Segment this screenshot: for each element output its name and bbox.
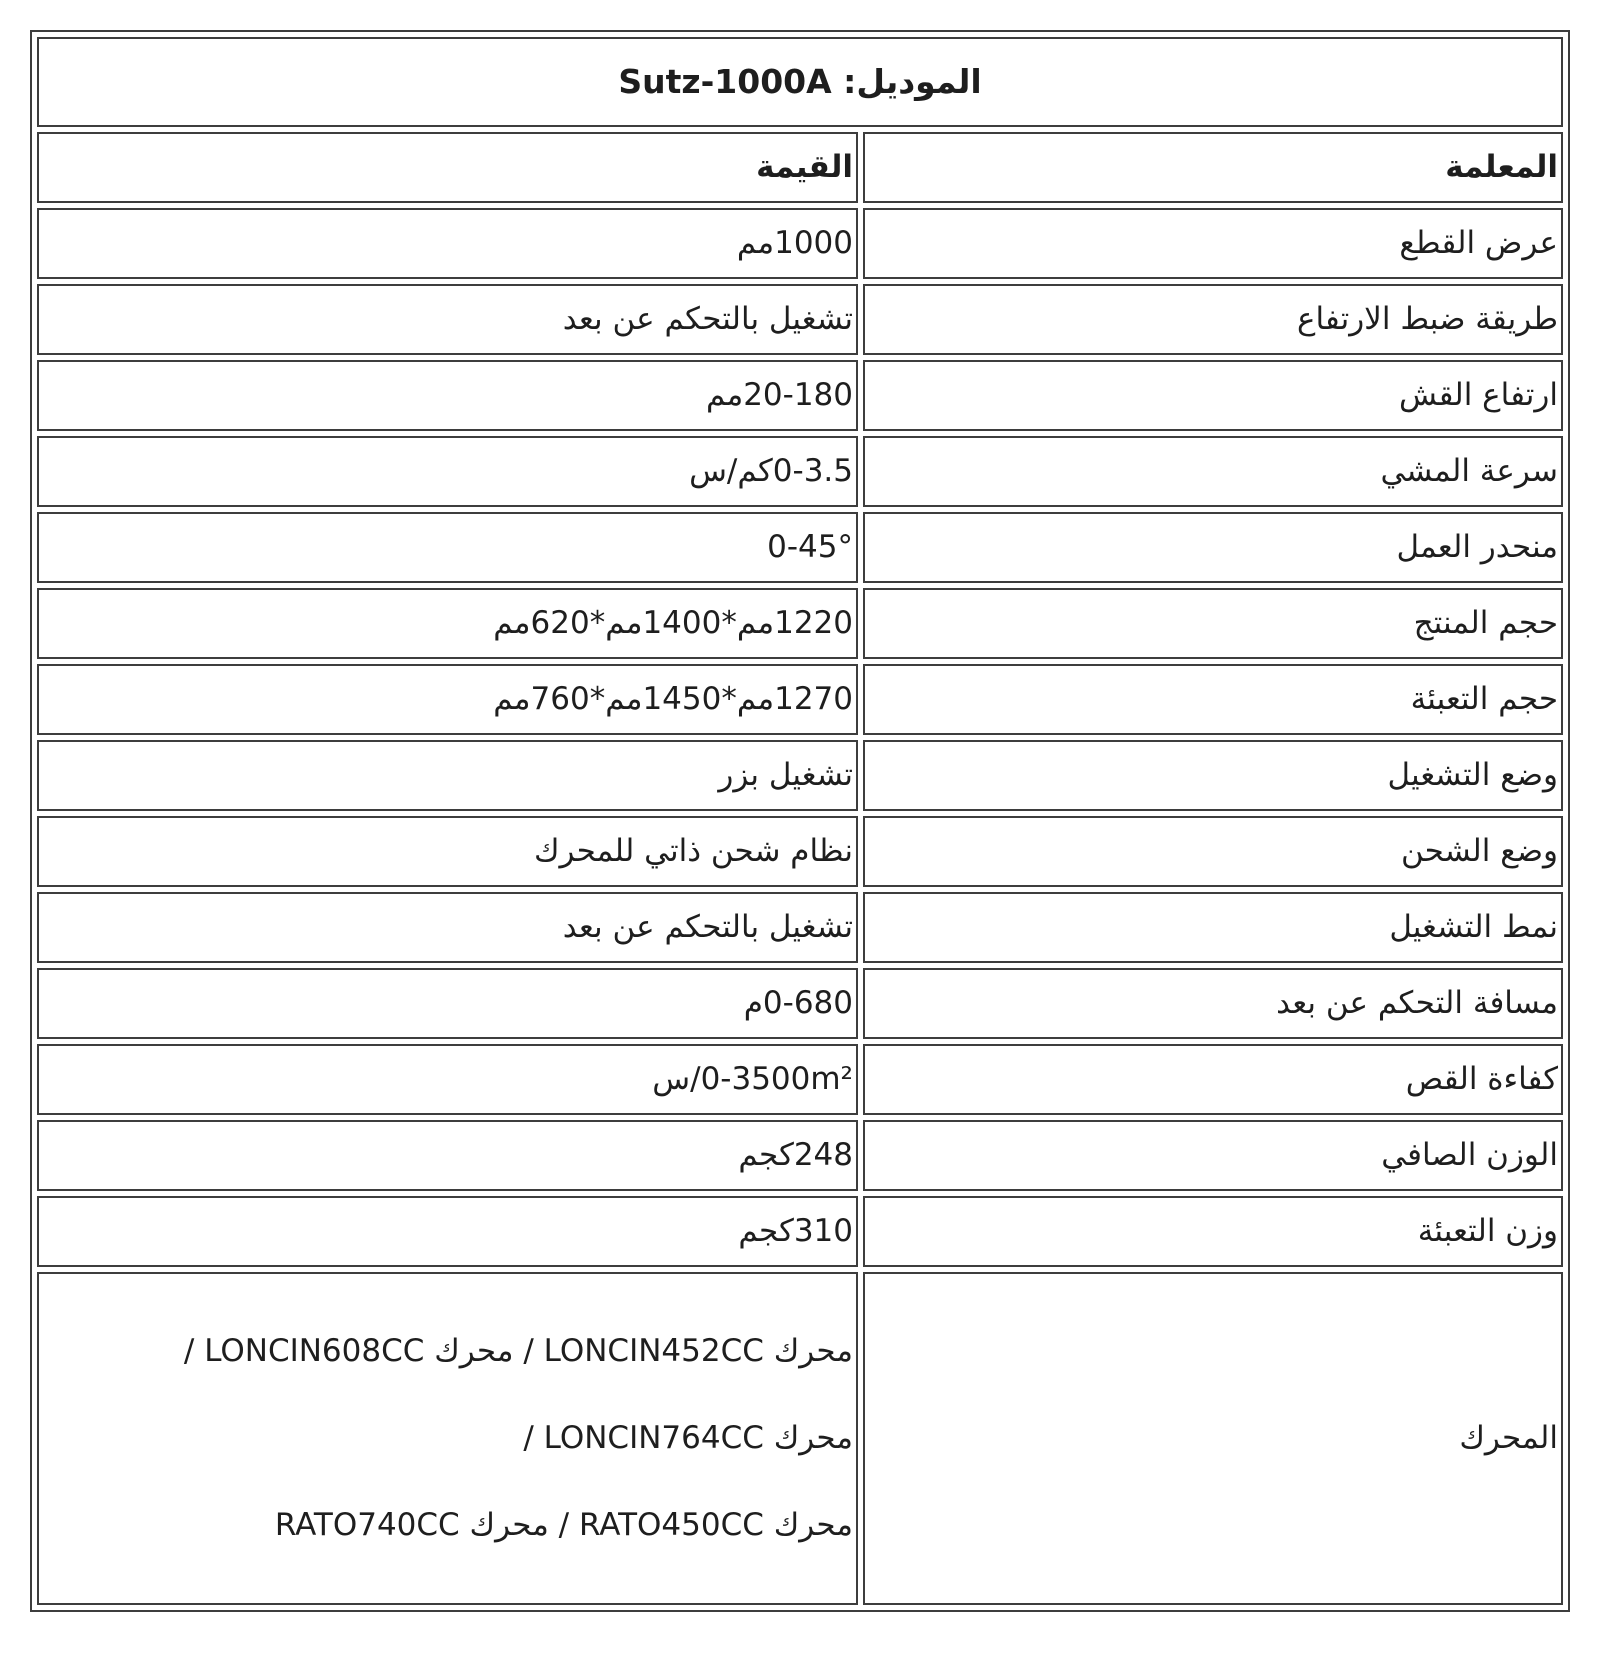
param-cell: نمط التشغيل: [863, 892, 1563, 963]
table-row-remote-distance: [37, 968, 1563, 1039]
value-cell: 248كجم: [37, 1120, 858, 1191]
param-cell: مسافة التحكم عن بعد: [863, 968, 1563, 1039]
table-row-working-slope: [37, 512, 1563, 583]
value-cell: تشغيل بالتحكم عن بعد: [37, 284, 858, 355]
spec-table: [30, 30, 1570, 1612]
value-cell: نظام شحن ذاتي للمحرك: [37, 816, 858, 887]
engine-option-line: محرك LONCIN452CC / محرك LONCIN608CC /: [183, 1333, 853, 1370]
table-row-grass-height: [37, 360, 1563, 431]
param-cell: عرض القطع: [863, 208, 1563, 279]
engine-option-line: محرك RATO450CC / محرك RATO740CC: [274, 1506, 853, 1543]
value-cell: 0-680م: [37, 968, 858, 1039]
table-row-packing-weight: [37, 1196, 1563, 1267]
param-cell: وضع التشغيل: [863, 740, 1563, 811]
param-cell: كفاءة القص: [863, 1044, 1563, 1115]
value-column-header: القيمة: [37, 132, 858, 203]
table-row-net-weight: [37, 1120, 1563, 1191]
table-row-operation-mode: [37, 892, 1563, 963]
value-cell: 1220مم*1400مم*620مم: [37, 588, 858, 659]
value-cell: 1000مم: [37, 208, 858, 279]
param-cell: طريقة ضبط الارتفاع: [863, 284, 1563, 355]
value-cell: 0-3500m²/س: [37, 1044, 858, 1115]
column-header-row: [37, 132, 1563, 203]
table-row-height-adjustment: [37, 284, 1563, 355]
value-cell: تشغيل بالتحكم عن بعد: [37, 892, 858, 963]
table-row-packing-size: [37, 664, 1563, 735]
param-cell: حجم المنتج: [863, 588, 1563, 659]
param-cell: وضع الشحن: [863, 816, 1563, 887]
table-row-start-mode: [37, 740, 1563, 811]
table-row-walking-speed: [37, 436, 1563, 507]
table-row-engine: [37, 1272, 1563, 1605]
model-header-row: [37, 37, 1563, 127]
param-cell-engine: المحرك: [863, 1272, 1563, 1605]
value-cell-engine: [37, 1272, 858, 1605]
table-row-charging-mode: [37, 816, 1563, 887]
table-row-product-size: [37, 588, 1563, 659]
value-cell: 20-180مم: [37, 360, 858, 431]
value-cell: 310كجم: [37, 1196, 858, 1267]
param-cell: وزن التعبئة: [863, 1196, 1563, 1267]
model-title: الموديل: Sutz-1000A: [37, 37, 1563, 127]
param-column-header: المعلمة: [863, 132, 1563, 203]
param-cell: منحدر العمل: [863, 512, 1563, 583]
table-row-cutting-width: [37, 208, 1563, 279]
value-cell: 0-3.5كم/س: [37, 436, 858, 507]
table-row-cutting-efficiency: [37, 1044, 1563, 1115]
value-cell: تشغيل بزر: [37, 740, 858, 811]
param-cell: حجم التعبئة: [863, 664, 1563, 735]
value-cell: 0-45°: [37, 512, 858, 583]
value-cell: 1270مم*1450مم*760مم: [37, 664, 858, 735]
spec-table-body: [37, 37, 1563, 1605]
param-cell: سرعة المشي: [863, 436, 1563, 507]
param-cell: ارتفاع القش: [863, 360, 1563, 431]
param-cell: الوزن الصافي: [863, 1120, 1563, 1191]
engine-option-line: محرك LONCIN764CC /: [523, 1420, 853, 1457]
